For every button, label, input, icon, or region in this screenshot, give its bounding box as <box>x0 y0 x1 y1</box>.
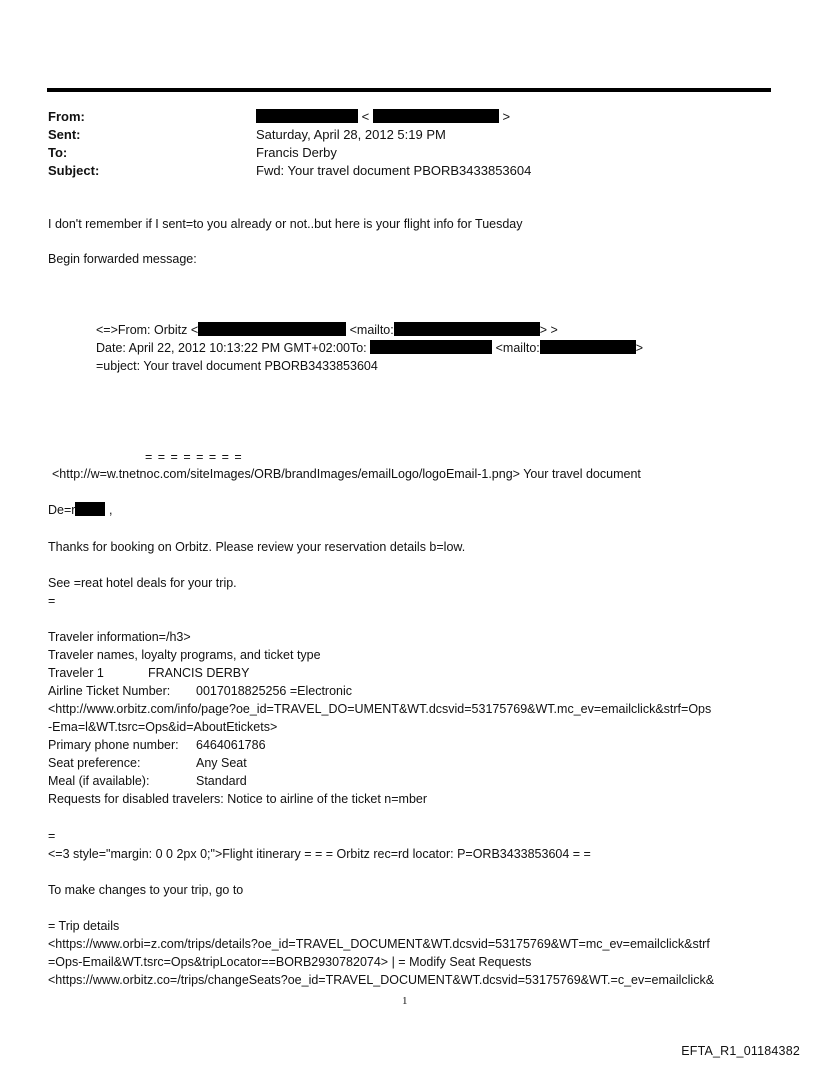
subject-value: Fwd: Your travel document PBORB3433853604 <box>256 163 532 178</box>
changes-line: To make changes to your trip, go to <box>48 883 244 897</box>
traveler-info-heading: Traveler information=/h3> <box>48 630 191 644</box>
meal-row <box>48 773 247 790</box>
from-angle-open: < <box>361 109 370 124</box>
redaction-box <box>75 502 105 516</box>
to-value: Francis Derby <box>256 145 337 160</box>
phone-label: Primary phone number: <box>48 738 179 752</box>
traveler-1-name: FRANCIS DERBY <box>148 666 250 680</box>
phone-row <box>48 737 266 754</box>
traveler-1-row <box>48 665 250 682</box>
fwd-close-2: > <box>635 341 644 355</box>
page-number: 1 <box>402 995 408 1007</box>
thanks-line: Thanks for booking on Orbitz. Please review your reservation details b=low. <box>48 540 466 554</box>
equals-row: = = = = = = = = <box>145 450 243 464</box>
redaction-box <box>373 109 499 123</box>
ticket-url-line: <http://www.orbitz.com/info/page?oe_id=TRAVEL_DO=UMENT&WT.dcsvid=53175769&WT.mc_ev=emailclick&strf=Ops <box>48 702 712 716</box>
ticket-value: 0017018825256 =Electronic <box>196 684 353 698</box>
redaction-box <box>540 340 636 354</box>
dear-suffix: , <box>108 503 113 517</box>
meal-value: Standard <box>196 774 247 788</box>
trip-url-line-3: <https://www.orbitz.co=/trips/changeSeats?oe_id=TRAVEL_DOCUMENT&WT.dcsvid=53175769&WT.=c_ev=emailclick& <box>48 973 715 987</box>
redaction-box <box>198 322 346 336</box>
subject-label: Subject: <box>48 163 100 178</box>
seat-row <box>48 755 247 772</box>
from-label: From: <box>48 109 85 124</box>
fwd-close-1: > > <box>539 323 558 337</box>
meal-label: Meal (if available): <box>48 774 150 788</box>
header-rule <box>47 88 771 92</box>
greeting-line <box>48 502 112 519</box>
logo-line: <http://w=w.tnetnoc.com/siteImages/ORB/brandImages/emailLogo/logoEmail-1.png> Your travel document <box>52 467 641 481</box>
phone-value: 6464061786 <box>196 738 266 752</box>
trip-url-line-2: =Ops-Email&WT.tsrc=Ops&tripLocator==BORB2930782074> | = Modify Seat Requests <box>48 955 532 969</box>
sent-value: Saturday, April 28, 2012 5:19 PM <box>256 127 446 142</box>
document-id-stamp: EFTA_R1_01184382 <box>681 1044 800 1058</box>
fwd-from-line <box>96 322 558 339</box>
traveler-names-line: Traveler names, loyalty programs, and ticket type <box>48 648 321 662</box>
itinerary-line: <=3 style="margin: 0 0 2px 0;">Flight itinerary = = = Orbitz rec=rd locator: P=ORB3433853604 = = <box>48 847 591 861</box>
ticket-label: Airline Ticket Number: <box>48 684 171 698</box>
fwd-from-prefix: <=>From: Orbitz < <box>96 323 199 337</box>
redaction-box <box>370 340 492 354</box>
ticket-url-line-2: -Ema=l&WT.tsrc=Ops&id=AboutEtickets> <box>48 720 278 734</box>
equals-marker: = <box>48 594 56 608</box>
disabled-requests-line: Requests for disabled travelers: Notice to airline of the ticket n=mber <box>48 792 428 806</box>
fwd-date: Date: April 22, 2012 10:13:22 PM GMT+02:00To: <box>96 341 367 355</box>
redaction-box <box>256 109 358 123</box>
from-angle-close: > <box>502 109 511 124</box>
redaction-box <box>394 322 540 336</box>
seat-value: Any Seat <box>196 756 247 770</box>
equals-marker-2: = <box>48 829 56 843</box>
fwd-date-line <box>96 340 643 357</box>
fwd-subject-line: =ubject: Your travel document PBORB3433853604 <box>96 359 378 373</box>
trip-details-line: = Trip details <box>48 919 120 933</box>
ticket-row <box>48 683 353 700</box>
sent-label: Sent: <box>48 127 81 142</box>
traveler-1-label: Traveler 1 <box>48 666 104 680</box>
intro-text: I don't remember if I sent=to you already or not..but here is your flight info for Tuesday <box>48 217 523 231</box>
trip-url-line-1: <https://www.orbi=z.com/trips/details?oe_id=TRAVEL_DOCUMENT&WT.dcsvid=53175769&WT=mc_ev=emailclick&strf <box>48 937 710 951</box>
from-value <box>256 108 510 126</box>
dear-prefix: De=r <box>48 503 76 517</box>
fwd-mailto-2: <mailto: <box>495 341 540 355</box>
fwd-mailto-1: <mailto: <box>349 323 394 337</box>
seat-label: Seat preference: <box>48 756 141 770</box>
begin-forwarded: Begin forwarded message: <box>48 252 197 266</box>
to-label: To: <box>48 145 68 160</box>
see-deals-line: See =reat hotel deals for your trip. <box>48 576 237 590</box>
